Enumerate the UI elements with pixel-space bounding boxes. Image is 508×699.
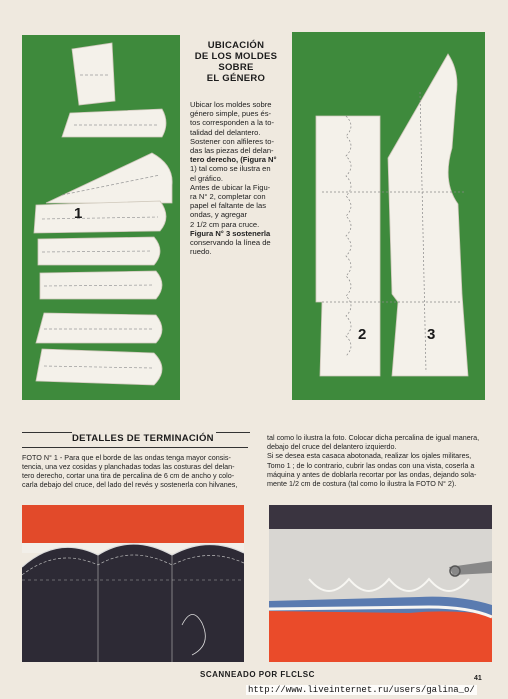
section-divider-right: [216, 432, 250, 433]
pattern-piece-strip-2: [38, 237, 160, 265]
photo-2-illustration: [269, 505, 492, 662]
instruction-line: 1) tal como se ilustra en: [190, 164, 271, 174]
detail-line: tencia, una vez cosidas y planchadas todas las costuras del delan-: [22, 462, 235, 471]
section-heading-detalles: DETALLES DE TERMINACIÓN: [72, 433, 214, 444]
detail-line: carla debajo del cruce, del lado del revés y sostenerla con hilvanes,: [22, 480, 238, 489]
heading-line-2: DE LOS MOLDES: [194, 51, 278, 62]
photo-1-illustration: [22, 505, 244, 662]
detail-line: máquina y antes de doblarla recortar por las ondas, dejando sola-: [267, 469, 477, 479]
pattern-piece-strip-3: [40, 271, 162, 299]
section-divider-left: [22, 432, 72, 433]
section-heading-ubicacion: [190, 40, 282, 84]
pattern-layout-left-panel: [22, 35, 180, 400]
instruction-line: Figura N° 3 sostenerla: [190, 228, 271, 238]
heading-line-4: EL GÉNERO: [206, 73, 266, 84]
instruction-line: ra N° 2, completar con: [190, 192, 266, 202]
instruction-line: das las piezas del delan-: [190, 146, 274, 156]
instruction-line: tos corresponden a la to-: [190, 118, 275, 128]
pattern-piece-cuff: [62, 109, 166, 137]
detail-line: mente 1/2 cm de costura (tal como lo ilustra la FOTO N° 2).: [267, 479, 457, 489]
instruction-line: género simple, pues és-: [190, 109, 272, 119]
details-text-left: [22, 453, 254, 489]
figure-1-pattern-pieces: [22, 35, 180, 400]
detail-line: tal como lo ilustra la foto. Colocar dicha percalina de igual manera,: [267, 433, 480, 442]
detail-line: debajo del cruce del delantero izquierdo.: [267, 442, 397, 452]
instruction-line: conservando la línea de: [190, 238, 271, 248]
placement-instructions: [190, 100, 286, 256]
instruction-line: el gráfico.: [190, 173, 223, 183]
instruction-line: tero derecho, (Figura N°: [190, 155, 277, 165]
figure-label-2: 2: [358, 326, 367, 343]
pattern-piece-strip-4: [36, 313, 162, 343]
details-text-right: [267, 433, 492, 488]
instruction-line: ondas, y agregar: [190, 210, 247, 220]
pattern-piece-collar: [72, 43, 115, 105]
heading-line-1: UBICACIÓN: [207, 40, 265, 51]
instruction-line: papel el faltante de las: [190, 201, 266, 211]
figure-label-1: 1: [74, 205, 83, 222]
figure-label-3: 3: [427, 326, 436, 343]
figures-2-3-pattern-pieces: [292, 32, 485, 400]
pattern-piece-sleeve-top: [46, 153, 172, 203]
pattern-piece-strip-1: [34, 201, 166, 233]
instruction-line: Sostener con alfileres to-: [190, 136, 274, 146]
photo-1-scalloped-edge: [22, 505, 244, 662]
scanner-credit: SCANNEADO POR FLCLSC: [200, 670, 315, 679]
detail-line: tero derecho, cortar una tira de percalina de 6 cm de ancho y colo-: [22, 471, 235, 480]
heading-line-3: SOBRE: [218, 62, 254, 73]
source-url-watermark[interactable]: http://www.liveinternet.ru/users/galina_o/: [248, 685, 475, 695]
instruction-line: 2 1/2 cm para cruce.: [190, 219, 260, 229]
instruction-line: Antes de ubicar la Figu-: [190, 182, 271, 192]
detail-line: Tomo 1 ; de lo contrario, cubrir las ondas con una vista, coserla a: [267, 460, 475, 470]
pattern-layout-right-panel: [292, 32, 485, 400]
detail-line: FOTO N° 1 - Para que el borde de las ondas tenga mayor consis-: [22, 453, 231, 462]
instruction-line: talidad del delantero.: [190, 127, 261, 137]
section-divider-under: [22, 447, 248, 448]
instruction-line: ruedo.: [190, 247, 212, 257]
pattern-piece-front-scalloped: [316, 116, 380, 376]
photo-2-facing-trim: [269, 505, 492, 662]
detail-line: Si se desea esta casaca abotonada, realizar los ojales militares,: [267, 451, 472, 461]
instruction-line: Ubicar los moldes sobre: [190, 100, 272, 109]
page-number: 41: [474, 675, 482, 682]
